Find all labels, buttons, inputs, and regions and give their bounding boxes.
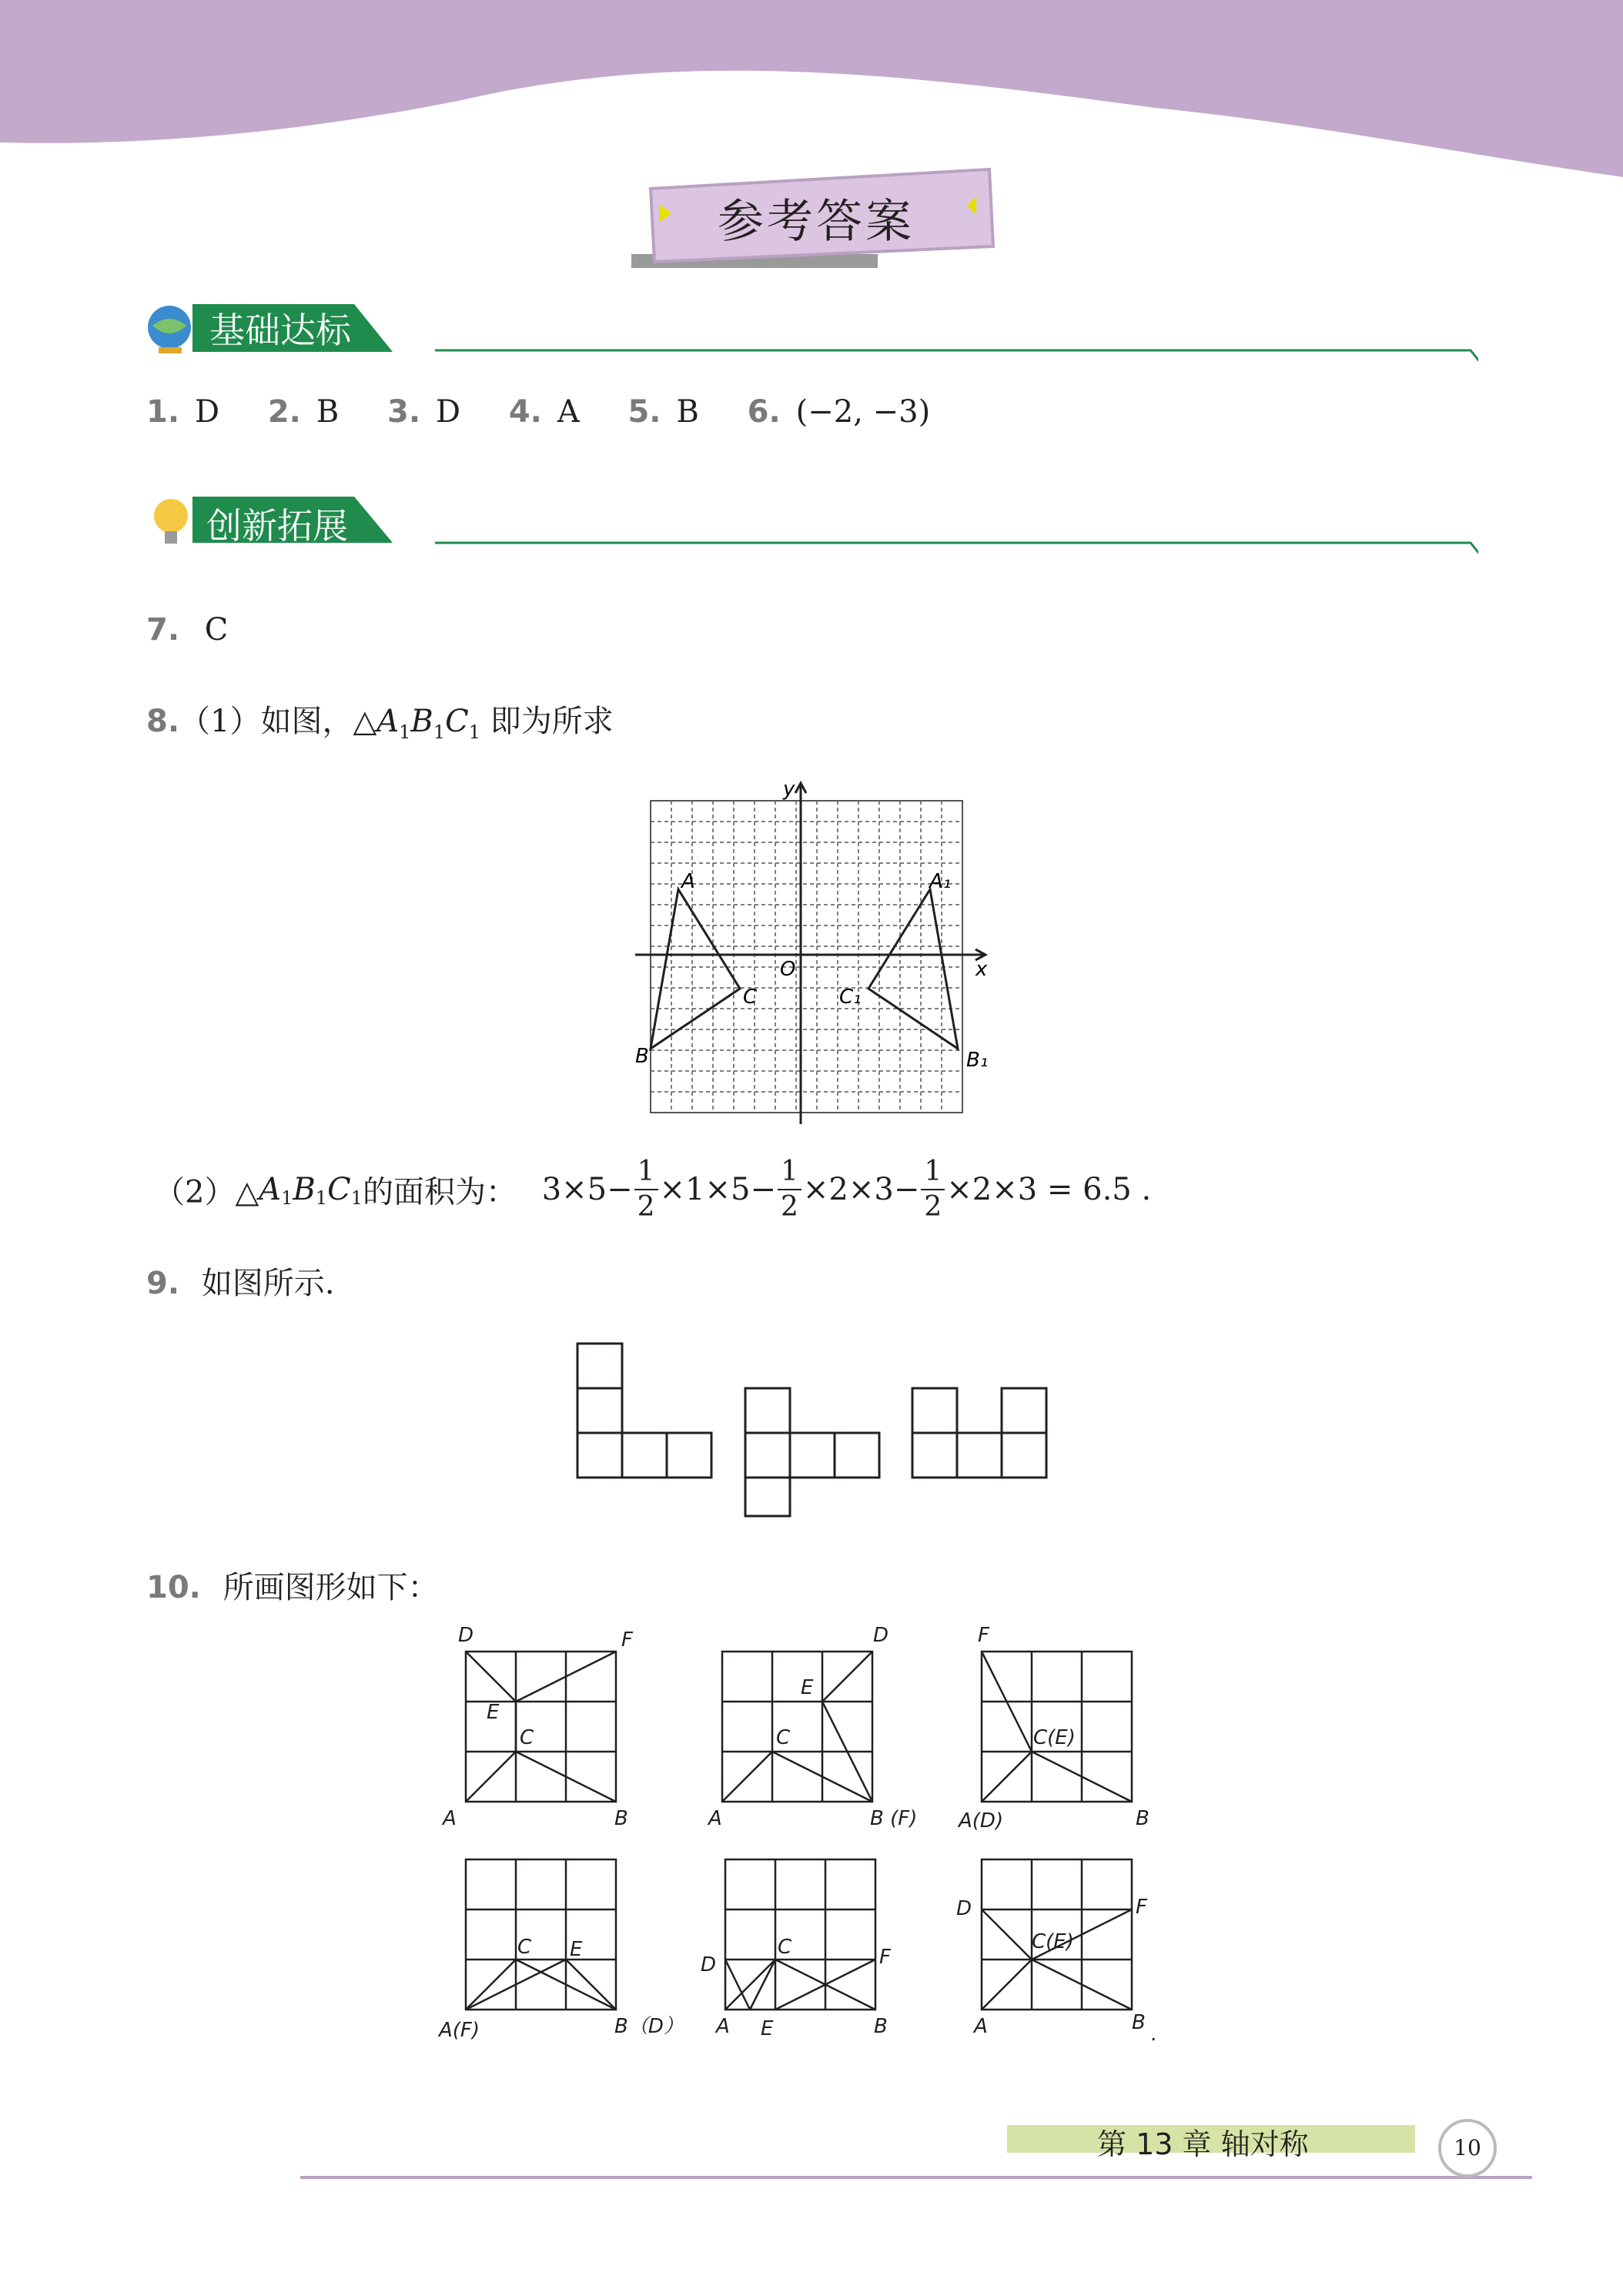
- question-number: 9.: [146, 1266, 180, 1301]
- subscript: 1: [399, 721, 411, 743]
- subscript: 1: [433, 721, 446, 743]
- grid-label: C: [517, 1936, 532, 1959]
- expression-part: ×2×3−: [802, 1172, 920, 1207]
- page-number: 10: [1438, 2119, 1497, 2177]
- question-9-text: 如图所示.: [201, 1266, 335, 1301]
- answer: B: [676, 394, 699, 430]
- grid-label: B (F): [870, 1807, 918, 1830]
- lightbulb-icon: [154, 499, 188, 533]
- answer: D: [195, 394, 220, 430]
- grid-label: A(F): [439, 2019, 480, 2042]
- expression-part: ×1×5−: [659, 1172, 776, 1207]
- grid-label: F: [879, 1946, 891, 1969]
- grid-label: C(E): [1032, 1930, 1074, 1953]
- page-title: 参考答案: [718, 195, 915, 249]
- top-banner: [0, 0, 1623, 177]
- question-number: 5.: [627, 394, 661, 430]
- numerator: 1: [778, 1155, 801, 1190]
- grid-label: B（D）: [614, 2015, 684, 2038]
- q9-figures: [570, 1336, 1062, 1521]
- grid-4: [466, 1859, 616, 2010]
- grid-label: E: [801, 1676, 814, 1699]
- y-label: y: [783, 778, 795, 801]
- section-basic-label: 基础达标: [209, 310, 351, 351]
- grid-label: F: [1136, 1896, 1147, 1919]
- grid-lines: [651, 801, 962, 1113]
- grid-label: C: [778, 1936, 792, 1959]
- subscript: 1: [468, 721, 480, 743]
- label-b: B: [635, 1045, 649, 1068]
- grid-label: B: [874, 2015, 888, 2038]
- part1-prefix: （1）如图，△: [179, 704, 377, 739]
- vertex-c: C: [445, 704, 469, 739]
- grid-label: C: [520, 1726, 534, 1749]
- section-extend-label: 创新拓展: [206, 505, 348, 547]
- expression-part: 3×5−: [541, 1172, 633, 1207]
- question-number: 10.: [146, 1570, 201, 1605]
- grid-label: B: [1136, 1807, 1149, 1830]
- question-number: 6.: [747, 394, 781, 430]
- label-b1: B₁: [966, 1049, 989, 1072]
- fraction: [778, 1155, 801, 1224]
- grid-5: [725, 1859, 875, 2010]
- label-c1: C₁: [839, 986, 862, 1009]
- part1-suffix: 即为所求: [490, 704, 614, 739]
- grid-label: E: [487, 1701, 500, 1724]
- grid-2: [722, 1652, 872, 1802]
- question-number: 3.: [387, 394, 421, 430]
- question-number: 1.: [146, 394, 180, 430]
- answer: D: [436, 394, 461, 430]
- triangle-abc: [651, 889, 740, 1049]
- grid-label: A: [716, 2015, 730, 2038]
- x-label: x: [975, 958, 988, 981]
- answer: (−2, −3): [795, 394, 931, 430]
- subscript: 1: [315, 1187, 328, 1209]
- question-8-part1: [146, 697, 614, 743]
- label-c: C: [743, 986, 758, 1009]
- q10-grids: [431, 1617, 1201, 2048]
- question-number: 8.: [146, 704, 180, 739]
- grid-label: E: [761, 2017, 774, 2040]
- vertex-c: C: [327, 1172, 351, 1207]
- mcq-answers: [146, 394, 969, 430]
- grid-label: A: [708, 1807, 722, 1830]
- denominator: 2: [924, 1191, 942, 1223]
- question-8-part2: [154, 1155, 1151, 1224]
- fraction: [634, 1155, 658, 1224]
- part2-mid: 的面积为：: [362, 1174, 517, 1210]
- vertex-b: B: [293, 1172, 316, 1207]
- denominator: 2: [637, 1191, 655, 1223]
- grid-label: A: [443, 1807, 457, 1830]
- chapter-label: 第 13 章 轴对称: [1097, 2127, 1309, 2161]
- vertex-b: B: [410, 704, 433, 739]
- question-7: [146, 612, 228, 648]
- grid-1: [466, 1652, 616, 1802]
- grid-label: E: [570, 1938, 583, 1961]
- grid-label: A: [974, 2015, 988, 2038]
- question-10-text: 所画图形如下：: [223, 1570, 439, 1605]
- grid-label: F: [621, 1628, 633, 1652]
- grid-label: D: [701, 1953, 717, 1976]
- grid-label: A(D): [959, 1809, 1004, 1832]
- grid-label: C(E): [1033, 1726, 1076, 1749]
- footer-divider: [0, 2171, 1623, 2187]
- vertex-a: A: [259, 1172, 282, 1207]
- numerator: 1: [921, 1155, 945, 1190]
- part2-prefix: （2）△: [154, 1174, 259, 1210]
- question-number: 4.: [508, 394, 542, 430]
- answer: B: [316, 394, 340, 430]
- label-a: A: [681, 870, 695, 893]
- fraction: [921, 1155, 945, 1224]
- denominator: 2: [780, 1191, 798, 1223]
- numerator: 1: [634, 1155, 658, 1190]
- question-number: 7.: [146, 612, 180, 648]
- coordinate-graph: [627, 774, 997, 1136]
- grid-label: D: [873, 1624, 889, 1647]
- question-9: [146, 1259, 334, 1303]
- grid-label: C: [776, 1726, 791, 1749]
- grid-label: F: [978, 1624, 989, 1647]
- vertex-a: A: [376, 704, 400, 739]
- grid-label: D: [956, 1897, 972, 1920]
- expression-part: ×2×3 = 6.5 .: [946, 1172, 1152, 1207]
- grid-label: B: [1132, 2011, 1146, 2034]
- subscript: 1: [350, 1187, 363, 1209]
- grid-label: D: [458, 1624, 474, 1647]
- question-number: 2.: [267, 394, 301, 430]
- question-10: [146, 1563, 439, 1607]
- subscript: 1: [281, 1187, 293, 1209]
- origin-label: O: [780, 958, 796, 981]
- end-dot: .: [1151, 2023, 1158, 2046]
- label-a1: A₁: [929, 870, 952, 893]
- grid-label: B: [614, 1807, 628, 1830]
- triangle-a1b1c1: [868, 889, 958, 1049]
- answer: A: [557, 394, 580, 430]
- answer: C: [204, 612, 229, 648]
